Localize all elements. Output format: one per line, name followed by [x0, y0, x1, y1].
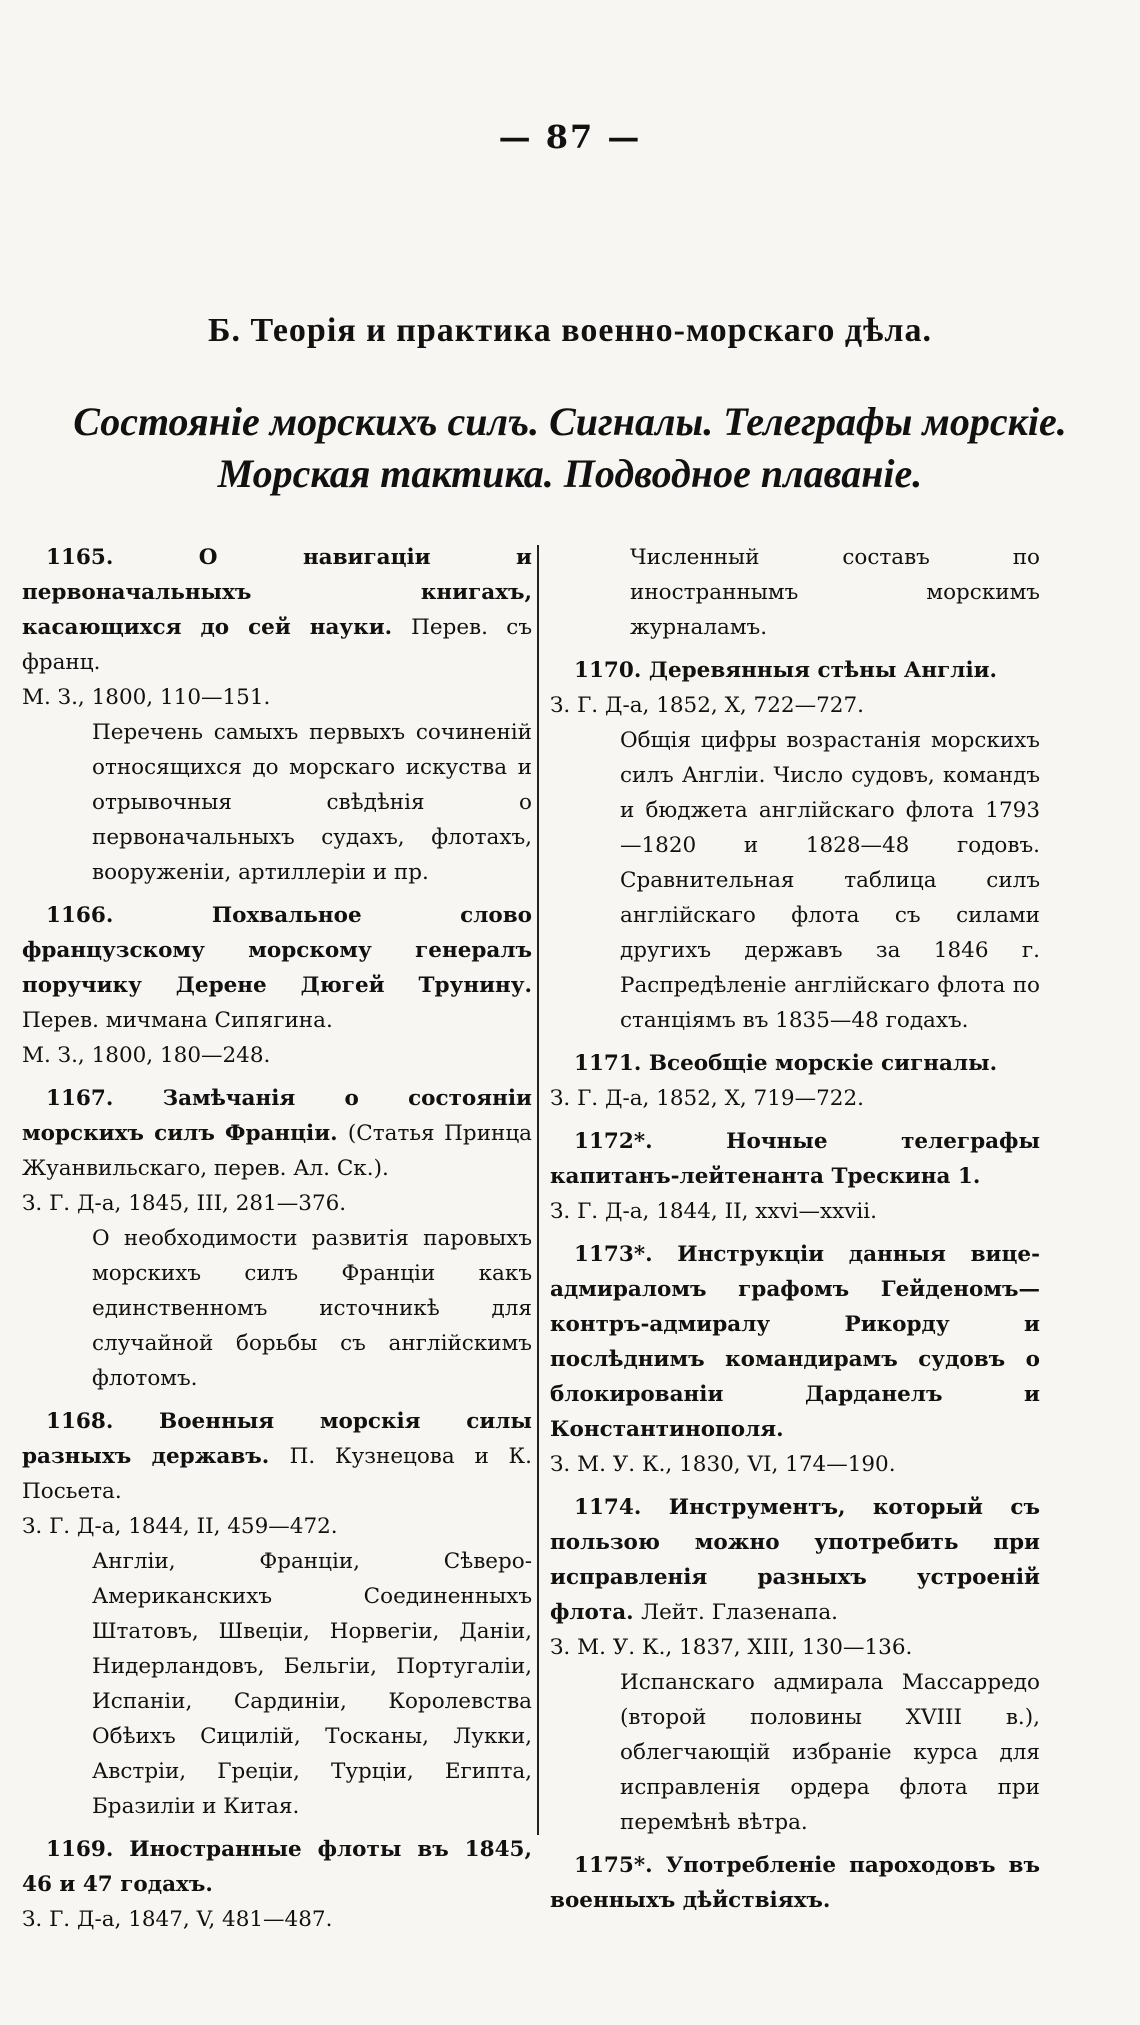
entry-title: Всеобщіе морскіе сигналы. — [648, 1051, 998, 1076]
entry-heading — [550, 1848, 1040, 1918]
entry-note: Общія цифры возрастанія морскихъ силъ Англіи. Число судовъ, командъ и бюджета англійскаго флота 1793—1820 и 1828—48 годовъ. Сравнительная таблица силъ англійскаго флота съ силами другихъ державъ за 1846 г. Распредѣленіе англійскаго флота по станціямъ въ 1835—48 годахъ. — [620, 728, 1040, 1033]
entry-source: З. М. У. К., 1837, XIII, 130—136. — [550, 1635, 913, 1660]
entry-title: Военныя морскія силы разныхъ державъ. — [22, 1409, 532, 1469]
entry-note: Испанскаго адмирала Массарредо (второй половины XVIII в.), облегчающій избраніе курса для исправленія ордера флота при перемѣнѣ вѣтра. — [620, 1670, 1040, 1835]
bibliography-entry — [550, 653, 1040, 1038]
entry-number: 1167. — [46, 1086, 114, 1111]
bibliography-entry — [22, 1404, 532, 1824]
entry-note: Англіи, Франціи, Сѣверо-Американскихъ Соединенныхъ Штатовъ, Швеціи, Норвегіи, Даніи, Нидерландовъ, Бельгіи, Португаліи, Испаніи, Сардиніи, Королевства Обѣихъ Сицилій, Тосканы, Лукки, Австріи, Греціи, Турціи, Египта, Бразиліи и Китая. — [92, 1549, 532, 1819]
subheading — [0, 396, 1140, 500]
entry-title: Иностранные флоты — [129, 1837, 402, 1862]
bibliography-entry — [550, 1237, 1040, 1482]
subheading-line-1: Состояніе морскихъ силъ. Сигналы. Телеграфы морскіе. — [73, 399, 1067, 444]
entry-author: Перев. мичмана Сипягина. — [22, 1008, 333, 1033]
entry-number: 1172*. — [574, 1129, 653, 1154]
entry-title: Инструкціи данныя вице-адмираломъ графомъ Гейденомъ—контръ-адмиралу Рикорду и послѣднимъ командирамъ судовъ о блокированіи Дарданелъ и Константинополя. — [550, 1242, 1040, 1442]
entry-source: З. Г. Д-а, 1852, X, 722—727. — [550, 693, 864, 718]
entry-source: З. Г. Д-а, 1844, II, 459—472. — [22, 1514, 338, 1539]
bibliography-entry — [22, 1081, 532, 1396]
entry-note: Перечень самыхъ первыхъ сочиненій относящихся до морскаго искуства и отрывочныя свѣдѣнія о первоначальныхъ судахъ, флотахъ, вооруженіи, артиллеріи и пр. — [92, 720, 532, 885]
entry-heading — [550, 1490, 1040, 1630]
entry-source: З. Г. Д-а, 1844, II, xxvi—xxvii. — [550, 1199, 877, 1224]
entry-source: З. Г. Д-а, 1847, V, 481—487. — [22, 1907, 333, 1932]
entry-author: Лейт. Глазенапа. — [641, 1600, 838, 1625]
bibliography-entry — [22, 540, 532, 890]
entry-number: 1174. — [574, 1495, 642, 1520]
entry-number: 1170. — [574, 658, 642, 683]
page-number: — 87 — — [498, 118, 642, 156]
bibliography-entry — [550, 1046, 1040, 1116]
bibliography-entry — [550, 1124, 1040, 1229]
entry-number: 1171. — [574, 1051, 642, 1076]
entry-title: Инструментъ, который съ пользою можно употребить при исправленія разныхъ устроеній флота. — [550, 1495, 1040, 1625]
right-column — [550, 540, 1040, 1926]
entry-years: въ 1845, 46 и 47 годахъ. — [22, 1837, 532, 1897]
bibliography-entry — [22, 898, 532, 1073]
entry-title: Употребленіе пароходовъ въ военныхъ дѣйствіяхъ. — [550, 1853, 1040, 1913]
entry-author: (Статья Принца Жуанвильскаго, перев. Ал. Ск.). — [22, 1121, 532, 1181]
entry-heading — [22, 1081, 532, 1186]
entry-source: З. Г. Д-а, 1852, X, 719—722. — [550, 1086, 864, 1111]
entry-number: 1169. — [46, 1837, 114, 1862]
entry-heading — [550, 1237, 1040, 1447]
column-divider — [537, 545, 539, 1835]
entry-heading — [22, 898, 532, 1038]
entry-heading — [550, 1046, 1040, 1081]
bibliography-entry — [22, 1832, 532, 1937]
entry-source: М. З., 1800, 110—151. — [22, 685, 271, 710]
section-heading: Б. Теорія и практика военно-морскаго дѣла. — [207, 312, 933, 349]
entry-note: О необходимости развитія паровыхъ морскихъ силъ Франціи какъ единственномъ источникѣ для случайной борьбы съ англійскимъ флотомъ. — [92, 1226, 532, 1391]
entry-author: Перев. съ франц. — [22, 615, 533, 675]
entry-heading — [550, 653, 1040, 688]
entry-author: П. Кузнецова и К. Посьета. — [22, 1444, 532, 1504]
entry-number: 1173*. — [574, 1242, 653, 1267]
entry-source: З. Г. Д-а, 1845, III, 281—376. — [22, 1191, 347, 1216]
entry-source: З. М. У. К., 1830, VI, 174—190. — [550, 1452, 896, 1477]
entry-title: О навигаціи и первоначальныхъ книгахъ, касающихся до сей науки. — [22, 545, 532, 640]
entry-heading — [22, 1404, 532, 1509]
entry-number: 1168. — [46, 1409, 114, 1434]
entry-source: М. З., 1800, 180—248. — [22, 1043, 271, 1068]
entry-title: Ночные телеграфы капитанъ-лейтенанта Трескина 1. — [550, 1129, 1040, 1189]
entry-title: Похвальное слово французскому морскому генералъ поручику Дерене Дюгей Трунину. — [22, 903, 532, 998]
continued-note: Численный составъ по иностраннымъ морскимъ журналамъ. — [630, 545, 1040, 640]
entry-number: 1175*. — [574, 1853, 653, 1878]
entry-heading — [22, 540, 532, 680]
entry-number: 1166. — [46, 903, 114, 928]
subheading-line-2: Морская тактика. Подводное плаваніе. — [217, 451, 923, 496]
entry-title: Деревянныя стѣны Англіи. — [648, 658, 998, 683]
entry-number: 1165. — [46, 545, 114, 570]
entry-title: Замѣчанія о состояніи морскихъ силъ Франціи. — [22, 1086, 532, 1146]
bibliography-entry — [550, 1490, 1040, 1840]
left-column — [22, 540, 532, 1945]
bibliography-entry — [550, 1848, 1040, 1918]
entry-heading — [550, 1124, 1040, 1194]
entry-heading — [22, 1832, 532, 1902]
